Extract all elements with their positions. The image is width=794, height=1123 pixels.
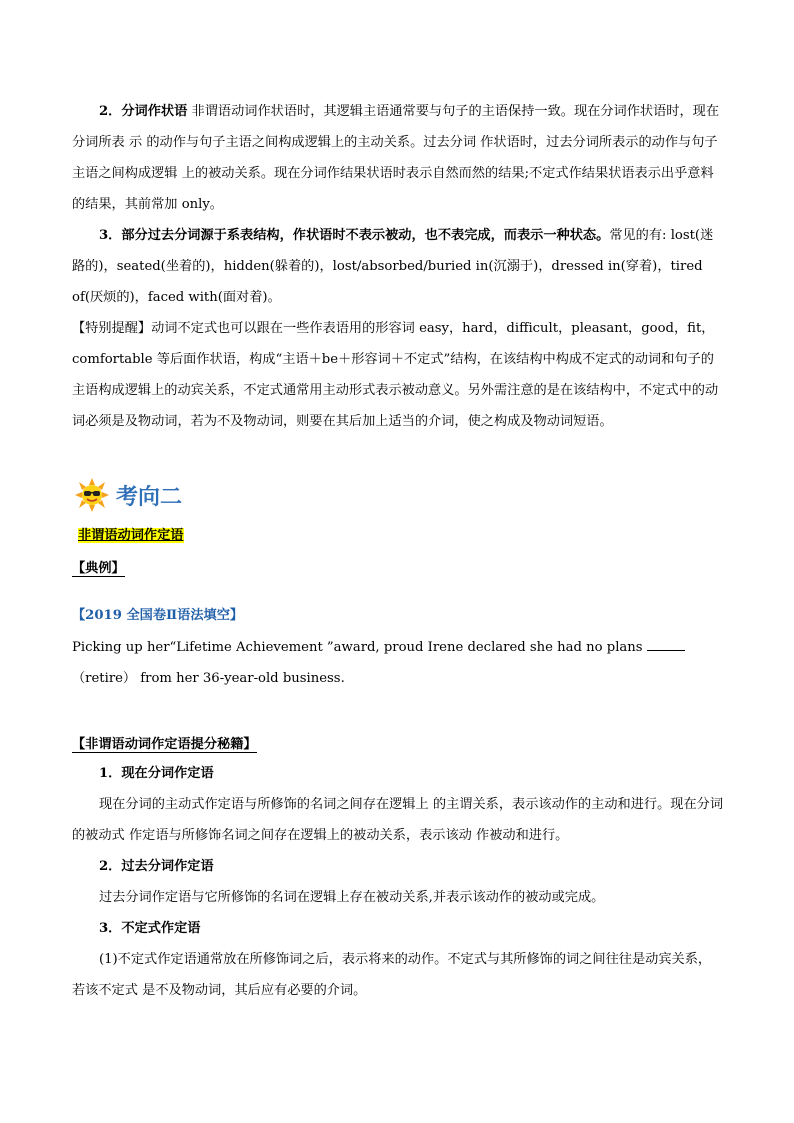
- tip-label: 【特别提醒】: [72, 321, 152, 336]
- question-hint: （retire）: [72, 671, 137, 686]
- section-1: [72, 96, 724, 437]
- paragraph-text: 常见的有: lost(迷路的)，seated(坐着的)，hidden(躲着的)，lost/absorbed/buried in(沉溺于)，dressed in(穿着)，tired of(厌烦的)，faced with(面对着)。: [72, 228, 714, 305]
- example-source-row: [72, 604, 724, 623]
- tip-heading-present-participle: 1．现在分词作定语: [99, 766, 214, 781]
- paragraph-label: 3．部分过去分词源于系表结构，作状语时不表示被动，也不表完成，而表示一种状态。: [99, 228, 610, 243]
- answer-blank[interactable]: [647, 638, 685, 651]
- tip-text-present-participle: 现在分词的主动式作定语与所修饰的名词之间存在逻辑上 的主谓关系，表示该动作的主动和进行。现在分词的被动式 作定语与所修饰名词之间存在逻辑上的被动关系，表示该动 作被动和进行。: [72, 797, 724, 843]
- tip-text-infinitive: (1)不定式作定语通常放在所修饰词之后，表示将来的动作。不定式与其所修饰的词之间往往是动宾关系，若该不定式 是不及物动词，其后应有必要的介词。: [72, 952, 712, 998]
- tip-heading-past-participle: 2．过去分词作定语: [99, 859, 214, 874]
- paragraph-label: 2．分词作状语: [99, 104, 188, 119]
- example-label: 【典例】: [72, 561, 125, 576]
- tips-label-row: [72, 733, 724, 752]
- section-title: 考向二: [116, 485, 183, 510]
- paragraph-text: 非谓语动词作状语时，其逻辑主语通常要与句子的主语保持一致。现在分词作状语时，现在分词所表 示 的动作与句子主语之间构成逻辑上的主动关系。过去分词 作状语时，过去分词所表示的动作与句子主语之间构成逻辑 上的被动关系。现在分词作结果状语时表示自然而然的结果;不定式作结果状语表示出乎意料的结果，其前常加 only。: [72, 104, 720, 212]
- paragraph-participle-adverbial: [72, 96, 724, 220]
- paragraph-past-participle-state: [72, 220, 724, 313]
- example-question: [72, 632, 724, 694]
- tips-content: [72, 758, 724, 1006]
- paragraph-special-tip: [72, 313, 724, 437]
- tip-text: 动词不定式也可以跟在一些作表语用的形容词 easy，hard，difficult，pleasant，good，fit，comfortable 等后面作状语，构成“主语＋be＋形容词＋不定式”结构，在该结构中构成不定式的动词和句子的主语构成逻辑上的动宾关系，不定式通常用主动形式表示被动意义。另外需注意的是在该结构中，不定式中的动词必须是及物动词，若为不及物动词，则要在其后加上适当的介词，使之构成及物动词短语。: [72, 321, 719, 429]
- subtitle-row: [72, 524, 724, 543]
- question-text-before: Picking up her“Lifetime Achievement ”award, proud Irene declared she had no plans: [72, 640, 647, 655]
- tip-heading-infinitive: 3．不定式作定语: [99, 921, 201, 936]
- section-subtitle: 非谓语动词作定语: [78, 528, 184, 543]
- example-label-row: [72, 557, 724, 576]
- question-text-after: from her 36-year-old business.: [136, 671, 345, 686]
- tip-text-past-participle: 过去分词作定语与它所修饰的名词在逻辑上存在被动关系,并表示该动作的被动或完成。: [99, 890, 605, 905]
- tips-label: 【非谓语动词作定语提分秘籍】: [72, 737, 257, 752]
- example-source: 【2019 全国卷Ⅱ语法填空】: [72, 608, 244, 623]
- sun-with-sunglasses-icon: [72, 478, 112, 512]
- section-heading: [72, 478, 724, 514]
